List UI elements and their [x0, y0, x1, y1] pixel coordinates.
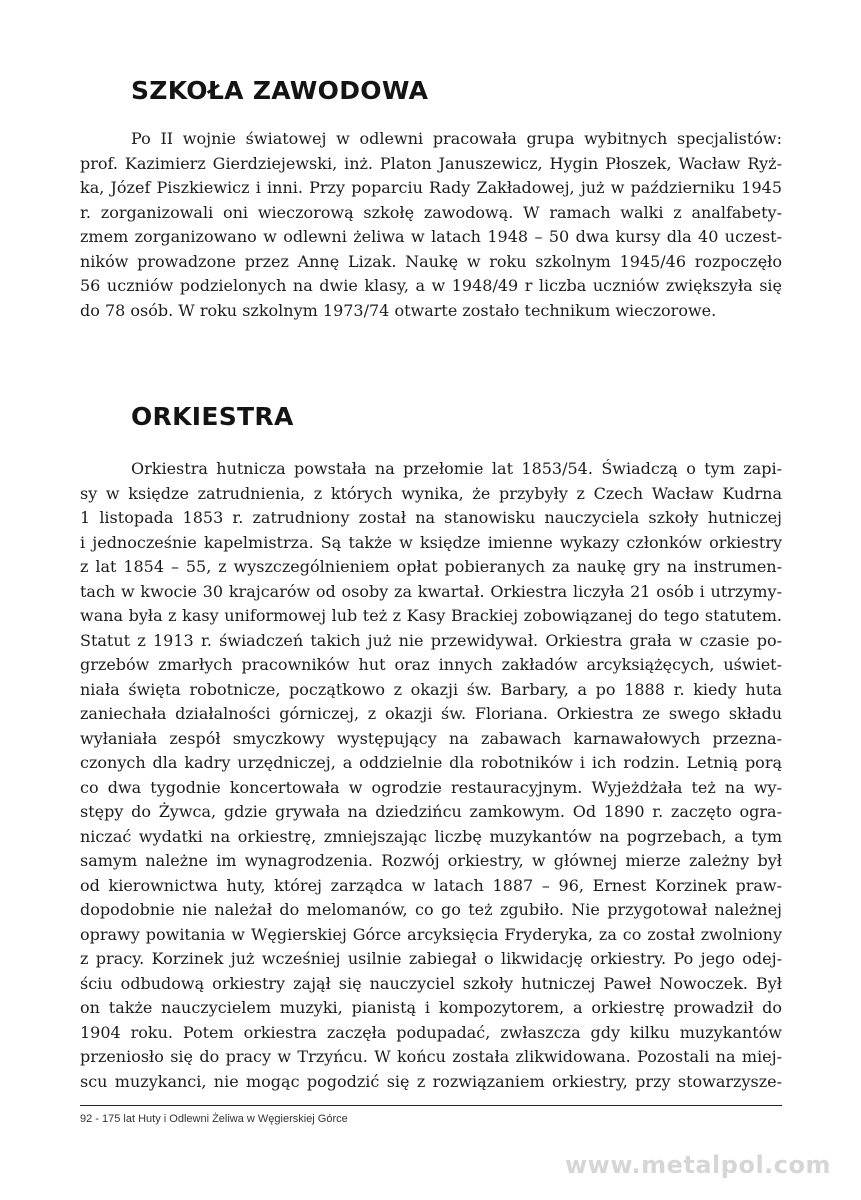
paragraph-line: grzebów zmarłych pracowników hut oraz innych zakładów arcyksiążęcych, uświet- [80, 655, 782, 674]
paragraph-line: prof. Kazimierz Gierdziejewski, inż. Platon Januszewicz, Hygin Płoszek, Wacław Ryż- [80, 153, 782, 173]
paragraph-line: od kierownictwa huty, której zarządca w latach 1887 – 96, Ernest Korzinek praw- [80, 875, 782, 895]
paragraph-line: dopodobnie nie należał do melomanów, co go też zgubiło. Nie przygotował należnej [80, 900, 782, 919]
paragraph-line: ściu odbudową orkiestry zajął się nauczyciel szkoły hutniczej Paweł Nowoczek. Był [80, 973, 782, 993]
paragraph-line: r. zorganizowali oni wieczorową szkołę zawodową. W ramach walki z analfabety- [80, 202, 782, 222]
paragraph-line: niała święta robotnicze, początkowo z okazji św. Barbary, a po 1888 r. kiedy huta [80, 679, 782, 699]
section-title-orkiestra: ORKIESTRA [131, 402, 294, 431]
paragraph-line: niczać wydatki na orkiestrę, zmniejszając liczbę muzykantów na pogrzebach, a tym [80, 826, 782, 846]
paragraph-line: Statut z 1913 r. świadczeń takich już nie przewidywał. Orkiestra grała w czasie po- [80, 630, 782, 650]
paragraph-line: on także nauczycielem muzyki, pianistą i kompozytorem, a orkiestrę prowadził do [80, 998, 782, 1017]
paragraph-line: wana była z kasy uniformowej lub też z Kasy Brackiej zobowiązanej do tego statutem. [80, 606, 782, 625]
section-body-szkola-zawodowa [80, 127, 782, 323]
paragraph-line: Orkiestra hutnicza powstała na przełomie lat 1853/54. Świadczą o tym zapi- [131, 459, 782, 478]
paragraph-line: ników prowadzone przez Annę Lizak. Naukę w roku szkolnym 1945/46 rozpoczęło [80, 251, 782, 271]
page-footer: 92 - 175 lat Huty i Odlewni Żeliwa w Węgierskiej Górce [80, 1113, 348, 1125]
paragraph-line: samym należne im wynagrodzenia. Rozwój orkiestry, w głównej mierze zależny był [80, 851, 782, 870]
paragraph-line: co dwa tygodnie koncertowała w ogrodzie restauracyjnym. Wyjeżdżała też na wy- [80, 777, 782, 797]
section-title-szkola-zawodowa: SZKOŁA ZAWODOWA [131, 76, 429, 105]
paragraph-line: scu muzykanci, nie mogąc pogodzić się z rozwiązaniem orkiestry, przy stowarzysze- [80, 1071, 782, 1091]
paragraph-line: oprawy powitania w Węgierskiej Górce arcyksięcia Fryderyka, za co został zwolniony [80, 924, 782, 944]
section-body-orkiestra [80, 457, 782, 1094]
watermark: www.metalpol.com [565, 1151, 832, 1179]
paragraph-line: ka, Józef Piszkiewicz i inni. Przy poparciu Rady Zakładowej, już w październiku 1945 [80, 178, 782, 197]
paragraph-line: stępy do Żywca, gdzie grywała na dziedzińcu zamkowym. Od 1890 r. zaczęto ogra- [80, 802, 782, 821]
paragraph-line: przeniosło się do pracy w Trzyńcu. W końcu została zlikwidowana. Pozostali na miej- [80, 1047, 782, 1066]
paragraph-line: zmem zorganizowano w odlewni żeliwa w latach 1948 – 50 dwa kursy dla 40 uczest- [80, 227, 782, 246]
paragraph-line: sy w księdze zatrudnienia, z których wynika, że przybyły z Czech Wacław Kudrna [80, 483, 782, 503]
footer-divider [80, 1105, 782, 1106]
paragraph-line: 56 uczniów podzielonych na dwie klasy, a w 1948/49 r liczba uczniów zwiększyła się [80, 276, 782, 295]
paragraph-line: 1 listopada 1853 r. zatrudniony został na stanowisku nauczyciela szkoły hutniczej [80, 508, 782, 527]
paragraph-line: czonych dla kadry urzędniczej, a oddzielnie dla robotników i ich rodzin. Letnią porą [80, 753, 782, 772]
paragraph-line: z lat 1854 – 55, z wyszczególnieniem opłat pobieranych za naukę gry na instrumen- [80, 557, 782, 576]
paragraph-line: do 78 osób. W roku szkolnym 1973/74 otwarte zostało technikum wieczorowe. [80, 300, 717, 320]
paragraph-line: tach w kwocie 30 krajcarów od osoby za kwartał. Orkiestra liczyła 21 osób i utrzymy- [80, 581, 782, 601]
paragraph-line: wyłaniała zespół smyczkowy występujący na zabawach karnawałowych przezna- [80, 728, 782, 748]
paragraph-line: 1904 roku. Potem orkiestra zaczęła podupadać, zwłaszcza gdy kilku muzykantów [80, 1022, 782, 1042]
paragraph-line: i jednocześnie kapelmistrza. Są także w księdze imienne wykazy członków orkiestry [80, 532, 782, 552]
paragraph-line: z pracy. Korzinek już wcześniej usilnie zabiegał o likwidację orkiestry. Po jego odej- [80, 949, 782, 968]
paragraph-line: zaniechała działalności górniczej, z okazji św. Floriana. Orkiestra ze swego składu [80, 704, 782, 723]
paragraph-line: Po II wojnie światowej w odlewni pracowała grupa wybitnych specjalistów: [131, 129, 782, 148]
